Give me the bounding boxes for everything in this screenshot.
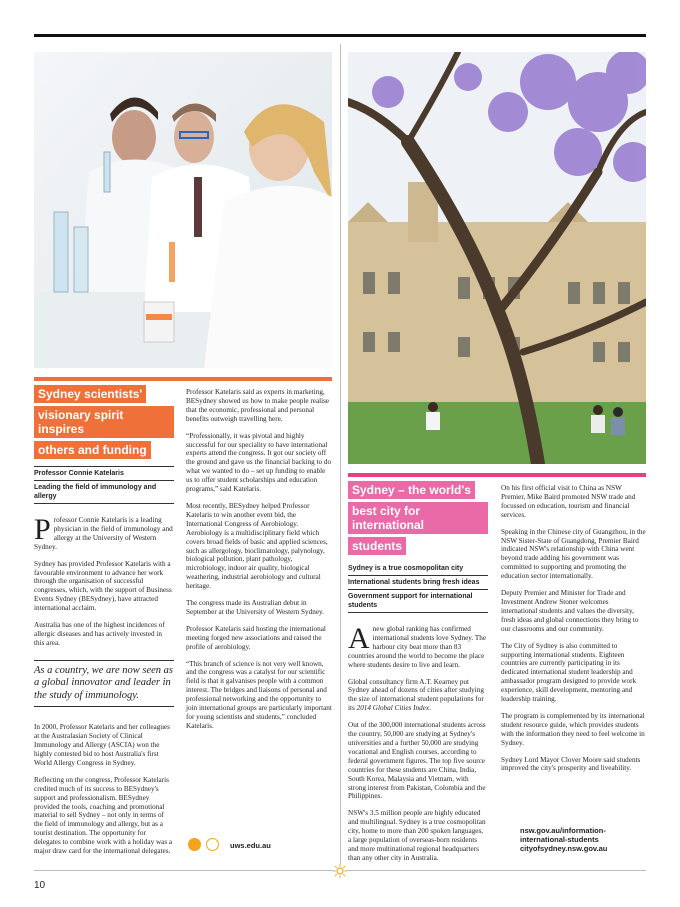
right-headline (348, 481, 488, 558)
scientists-photo (34, 52, 332, 368)
left-col2-para2: “Professionally, it was pivotal and highly successful for our speciality to have international experts attend the congress. It got our society off the ground and gave us the financial backing to do what we wanted to do – set up funding to enable us to offer student scholarships and education programs,” said Katelaris. (186, 431, 332, 494)
left-col1-para5: Reflecting on the congress, Professor Katelaris credited much of its success to BESydney's support and professionalism. BESydney provided the tools, coaching and promotional material to sell Sydney – not only in terms of the field of immunology and allergy, but as a tourist destination. The opportunity for delegates to combine work with a holiday was a major draw card for the international delegates. (34, 775, 173, 856)
cityofsydney-link[interactable]: cityofsydney.nsw.gov.au (520, 844, 608, 853)
uws-link[interactable]: uws.edu.au (230, 841, 271, 850)
right-col2-para1: On his first official visit to China as NSW Premier, Mike Baird promoted NSW trade and focussed on education, tourism and financial services. (501, 484, 636, 519)
right-col2-para6: Sydney Lord Mayor Clover Moore said students improved the city's prosperity and liveability. (501, 755, 641, 773)
left-col1-body (34, 513, 174, 648)
left-headline-line3: others and funding (34, 441, 151, 459)
right-accent-rule (348, 473, 646, 477)
people-icon (188, 838, 201, 851)
left-headline-line2: visionary spirit inspires (34, 406, 174, 438)
left-pull-quote: As a country, we are now seen as a global innovator and leader in the study of immunology. (34, 660, 174, 708)
right-sublabel-2: International students bring fresh ideas (348, 576, 488, 590)
column-divider (340, 44, 341, 874)
left-col1-body-lower (34, 723, 174, 856)
global-cities-index-title: 2014 Global Cities Index (356, 704, 430, 713)
right-col1-para2 (348, 678, 488, 714)
sun-icon (333, 864, 347, 878)
left-article-col1 (34, 385, 174, 864)
right-col2-para3: Deputy Premier and Minister for Trade and Investment Andrew Stoner welcomes international students and values the diversity, fresh ideas and global connections they bring to our classrooms and our community. (501, 589, 639, 633)
left-col2-para6: “This branch of science is not very well known, and the congress was a catalyst for our scientific field is that it galvanises people with a common interest. The bridges and liaisons of personal and professional networking and the opportunity to join international groups are particularly important for young scientists and students,” concluded Katelaris. (186, 659, 332, 730)
right-article-col1 (348, 481, 488, 871)
right-article-col2 (501, 484, 646, 781)
left-col2-para5: Professor Katelaris said hosting the international meeting forged new associations and raised the profile of aerobiology. (186, 624, 326, 651)
right-col2-para2: Speaking in the Chinese city of Guangzhou, in the NSW Sister-State of Guangdong, Premier Baird indicated NSW's relationship with China went beyond trade adding his government was committed to supporting and promoting the education sector internationally. (501, 527, 646, 581)
left-sublabel-field: Leading the field of immunology and allergy (34, 481, 174, 504)
left-footer-links (186, 836, 332, 854)
left-col2-para3: Most recently, BESydney helped Professor Katelaris to win another event bid, the International Congress of Aerobiology. Aerobiology is a multidisciplinary field which covers broad fields of basic and applied sciences, such as allergology, bioclimatology, palynology, biological pollution, plant pathology, microbiology, indoor air quality, biological weathering, industrial aerobiology and cultural heritage. (186, 501, 328, 591)
right-headline-line2: best city for international (348, 502, 488, 534)
right-col1-para2-text: Global consultancy firm A.T. Kearney put Sydney ahead of dozens of cities after studying the size of international student populations for its (348, 677, 484, 713)
nsw-link-line2[interactable]: international-students (520, 835, 599, 844)
left-article-col2 (186, 388, 332, 739)
nsw-link-line1[interactable]: nsw.gov.au/information- (520, 826, 606, 835)
right-footer-links (520, 826, 646, 853)
left-col1-para1: rofessor Connie Katelaris is a leading physician in the field of immunology and allergy at the University of Western Sydney. (34, 516, 173, 551)
right-col1-para3: Out of the 300,000 international students across the country, 50,000 are studying at Sydney's universities and a further 50,000 are studying vocational and English courses, according to federal government figures. The top five source countries for these students are China, India, South Korea, Malaysia and Vietnam, with strong interest from Pakistan, Colombia and the Philippines. (348, 721, 486, 801)
right-col1-body (348, 622, 488, 863)
right-col1-para2-end: . (429, 704, 431, 713)
left-col1-para4: In 2000, Professor Katelaris and her colleagues at the Australasian Society of Clinical Immunology and Allergy (ASCIA) won the highly contested bid to host Australia's first World Allergy Congress in Sydney. (34, 723, 170, 767)
right-dropcap: A (348, 622, 370, 655)
left-dropcap: P (34, 513, 51, 546)
left-headline-line1: Sydney scientists' (34, 385, 146, 403)
right-col1-para1: new global ranking has confirmed international students love Sydney. The harbour city beat more than 83 countries around the world to become the place where students desire to live and learn. (348, 625, 487, 669)
right-col2-para5: The program is complemented by its international student resource guide, which provides students with the information they need to feel welcome in Sydney. (501, 711, 645, 747)
left-sublabel-name: Professor Connie Katelaris (34, 466, 174, 481)
left-col1-para3: Australia has one of the highest incidences of allergic diseases and has actively invested in this area. (34, 621, 165, 647)
right-sublabel-1: Sydney is a true cosmopolitan city (348, 562, 488, 576)
right-col2-para4: The City of Sydney is also committed to supporting international students. Eighteen countries are currently participating in its dedicated international student leadership and ambassador program designed to provide work experience, skill development, mentoring and leadership training. (501, 641, 637, 704)
page-number: 10 (34, 880, 46, 891)
university-photo (348, 52, 646, 464)
left-accent-rule (34, 377, 332, 381)
right-sublabel-3: Government support for international students (348, 590, 488, 613)
lightbulb-icon (206, 838, 219, 851)
top-rule (34, 34, 646, 37)
left-headline (34, 385, 174, 462)
right-headline-line1: Sydney – the world's (348, 481, 475, 499)
left-col1-para2: Sydney has provided Professor Katelaris with a favourable environment to advance her work through the organisation of successful congresses, which, with the support of Business Events Sydney (BESydney), have attracted international acclaim. (34, 559, 172, 613)
left-col2-para4: The congress made its Australian debut in September at the University of Western Sydney. (186, 599, 324, 616)
right-col1-para4: NSW's 3.5 million people are highly educated and multilingual. Sydney is a true cosmopolitan city, home to more than 200 spoken languages, a large population of overseas-born residents and more multinational regional headquarters than any other city in Australia. (348, 809, 486, 862)
left-col2-para1: Professor Katelaris said as experts in marketing, BESydney showed us how to make people realise that the economic, professional and personal benefits outweigh travelling here. (186, 388, 330, 423)
right-headline-line3: students (348, 537, 406, 555)
